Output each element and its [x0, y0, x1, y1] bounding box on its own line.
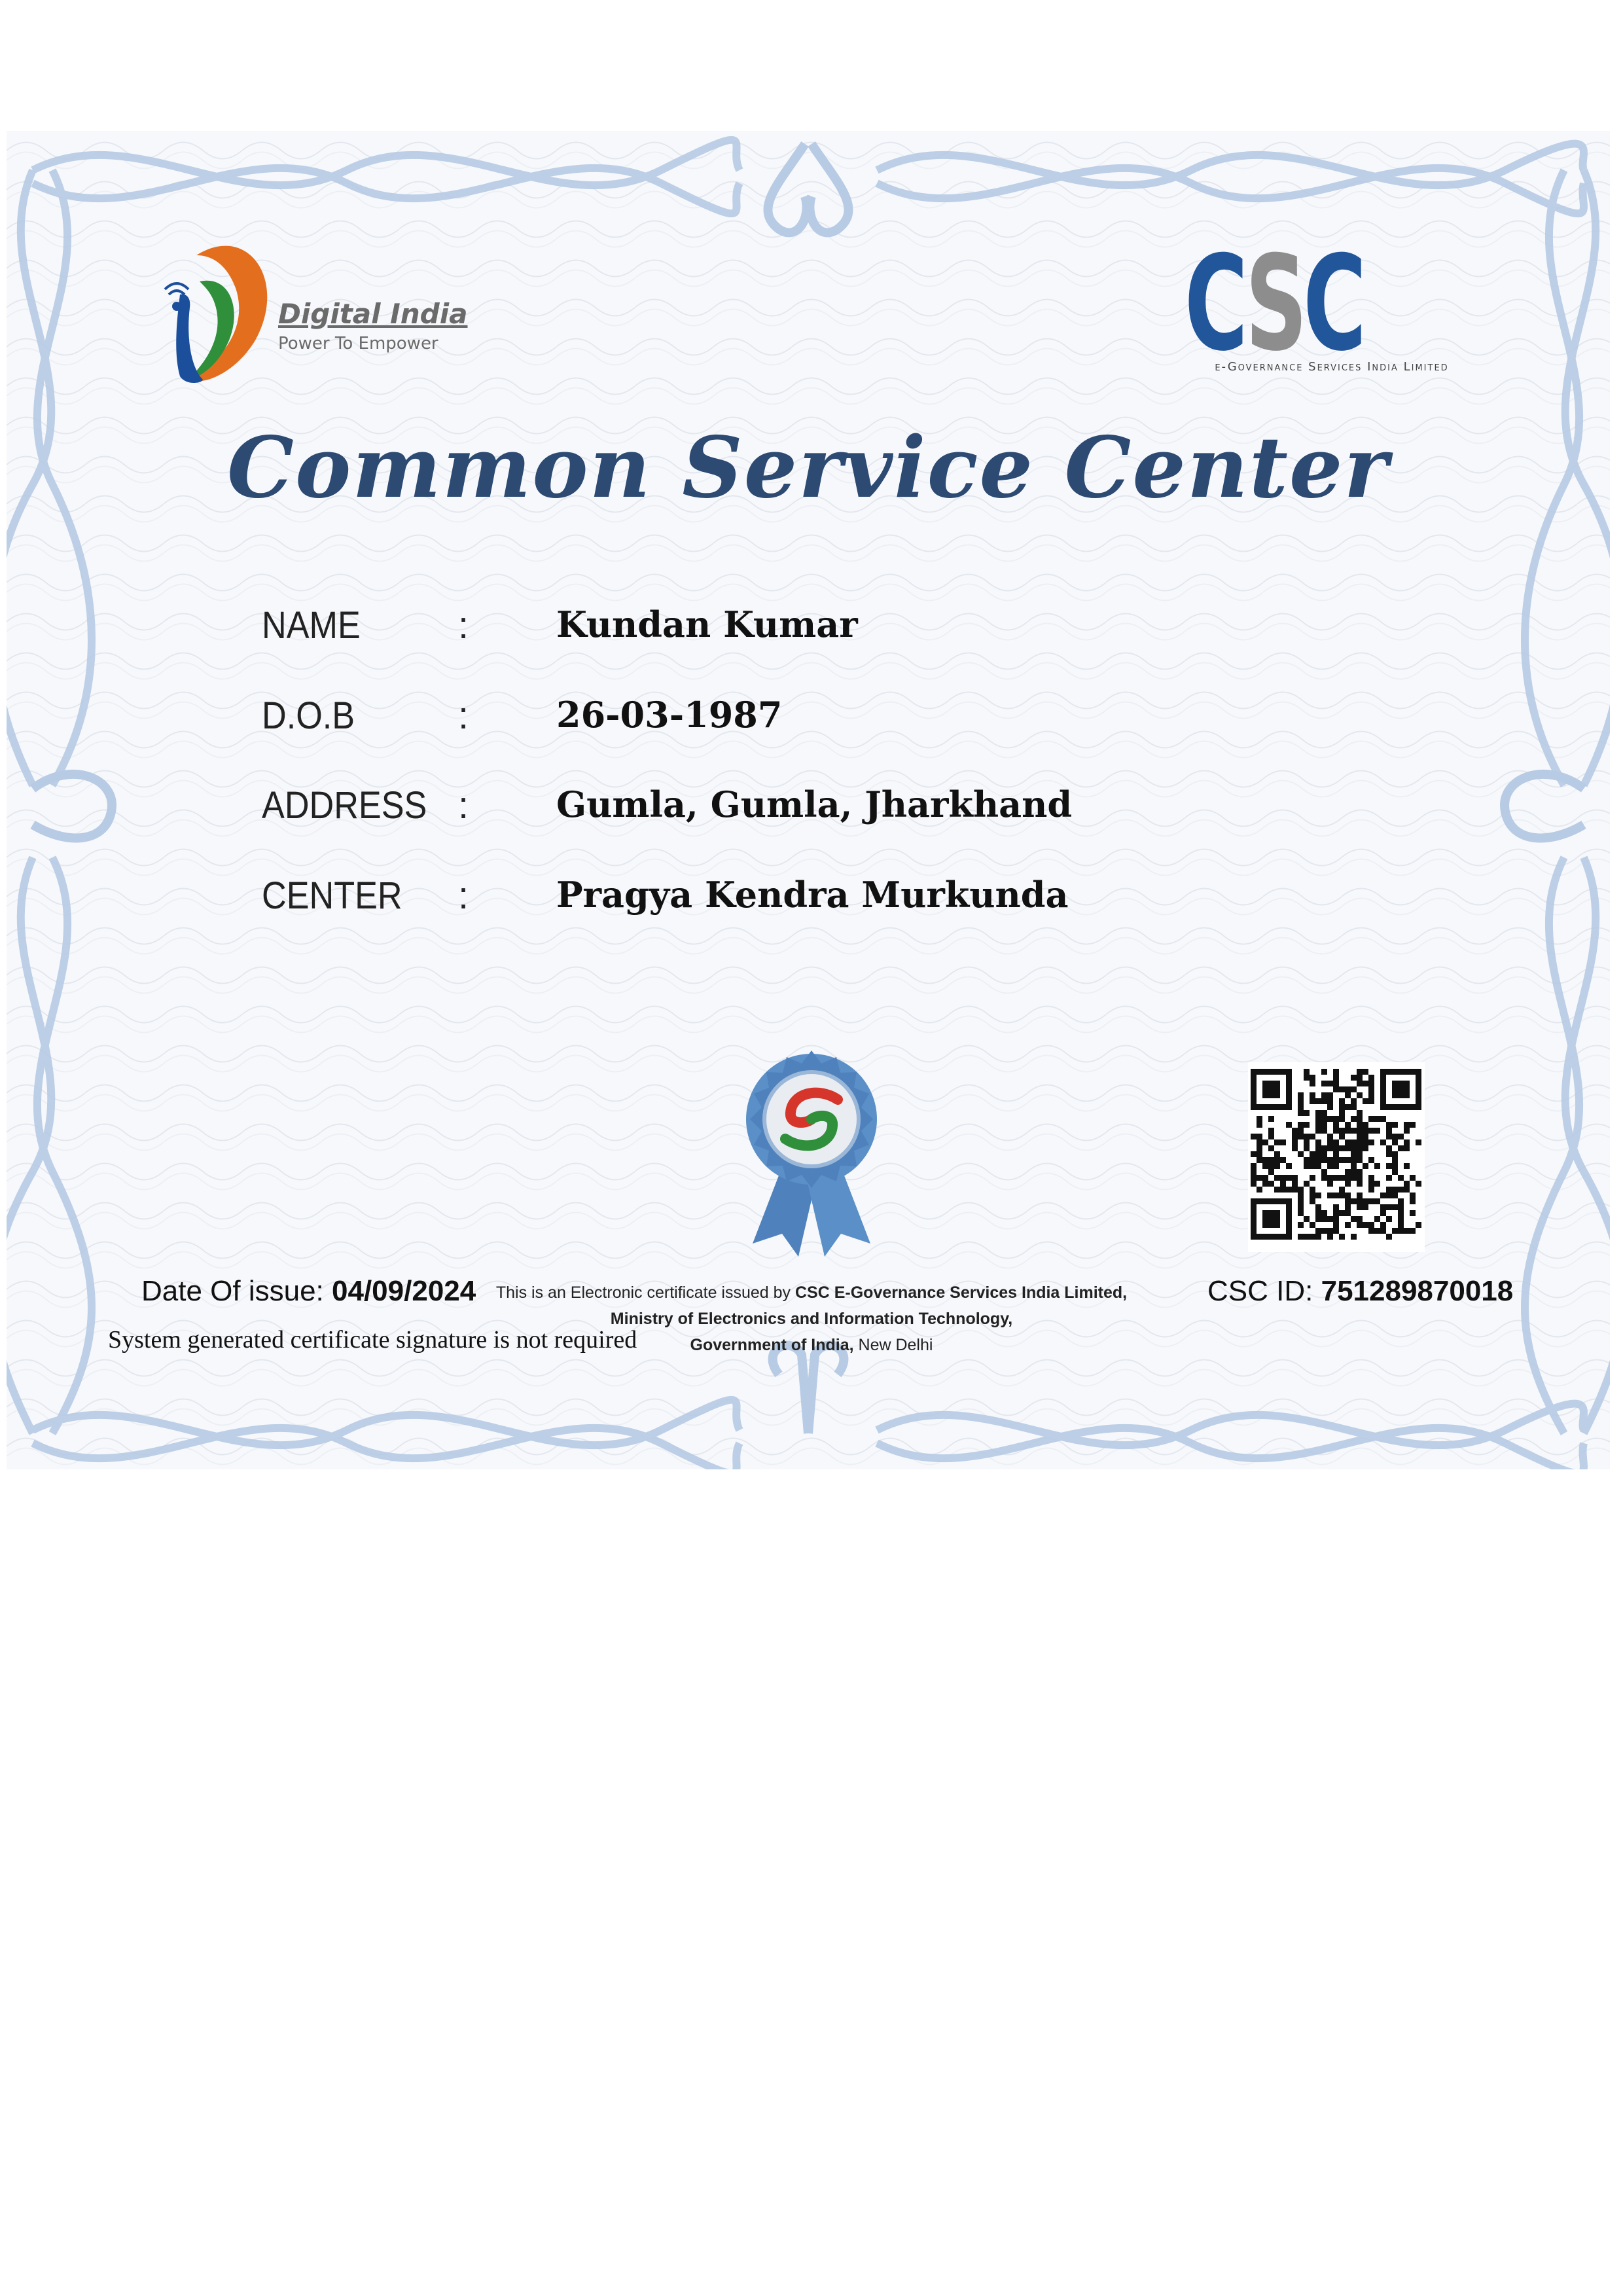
field-separator: : [458, 694, 469, 737]
field-value-dob: 26-03-1987 [556, 694, 783, 736]
ecert-government: Government of India, [690, 1336, 854, 1354]
ecert-prefix: This is an Electronic certificate issued by [495, 1283, 791, 1302]
ecert-issuer: CSC E-Governance Services India Limited, [795, 1283, 1128, 1302]
certificate-title: Common Service Center [227, 419, 1389, 517]
date-of-issue-value: 04/09/2024 [332, 1275, 476, 1307]
field-value-center: Pragya Kendra Murkunda [556, 874, 1069, 916]
csc-id-value: 751289870018 [1321, 1275, 1514, 1307]
field-label: NAME [262, 604, 361, 647]
digital-india-emblem-icon [151, 229, 281, 386]
field-row-dob [262, 694, 1374, 746]
field-separator: : [458, 874, 469, 917]
field-label: ADDRESS [262, 784, 427, 827]
field-value-address: Gumla, Gumla, Jharkhand [556, 783, 1073, 825]
digital-india-title: Digital India [278, 298, 468, 330]
field-separator: : [458, 604, 469, 647]
field-label: CENTER [262, 874, 402, 917]
signature-note: System generated certificate signature is not required [108, 1326, 637, 1354]
csc-id [1207, 1275, 1513, 1308]
date-of-issue [141, 1275, 476, 1308]
field-row-name [262, 603, 1374, 656]
certificate-seal [740, 1047, 883, 1257]
csc-letter-c: C [1303, 228, 1363, 380]
csc-logo [1178, 228, 1492, 386]
field-label: D.O.B [262, 694, 355, 737]
digital-india-logo [151, 229, 468, 399]
award-ribbon-icon [740, 1047, 883, 1257]
ecert-ministry: Ministry of Electronics and Information Technology, [610, 1310, 1013, 1328]
field-separator: : [458, 784, 469, 827]
csc-letter-s: S [1245, 228, 1304, 380]
csc-subtitle: e-Governance Services India Limited [1215, 360, 1449, 374]
digital-india-tagline: Power To Empower [278, 334, 438, 353]
ecert-city: New Delhi [858, 1336, 933, 1354]
csc-letter-c: C [1185, 228, 1245, 380]
field-row-address [262, 783, 1374, 836]
date-of-issue-label: Date Of issue: [141, 1275, 324, 1307]
csc-id-label: CSC ID: [1207, 1275, 1313, 1307]
field-row-center [262, 874, 1374, 926]
electronic-certificate-note [465, 1280, 1158, 1358]
qr-code-icon [1248, 1062, 1425, 1252]
qr-code [1248, 1062, 1425, 1252]
certificate [7, 131, 1610, 1469]
field-value-name: Kundan Kumar [556, 603, 858, 645]
